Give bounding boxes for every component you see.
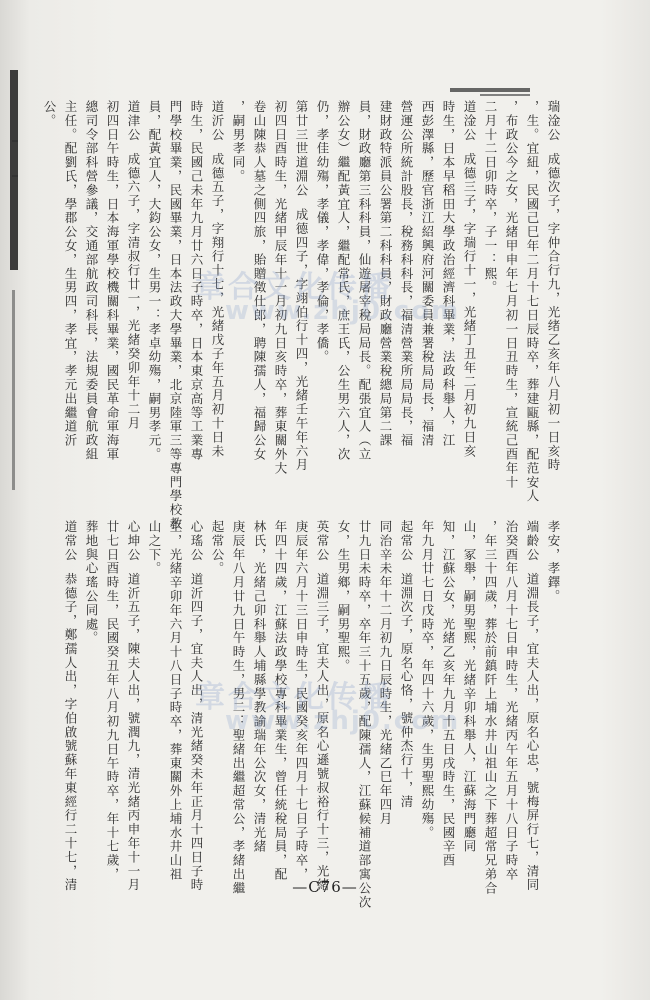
text-column: 辦公女）繼配黃宜人，繼配常氏，庶王氏，公生男六人，次 bbox=[336, 100, 351, 462]
text-column: 二月十二日卯時卒，子一：熙。 bbox=[483, 100, 498, 295]
text-column: ，布政公今之女，光緒甲申年七月初一日丑時生，宣統己酉年十 bbox=[504, 100, 519, 490]
watermark-url: www.zhj0.com bbox=[225, 706, 461, 736]
text-column: 初四日午時生，日本海軍學校機關科畢業，國民革命軍海軍 bbox=[105, 100, 120, 462]
text-column: ，年三十四歲，葬於前鎮阡上埔水井山祖山之下葬超常兄弟合 bbox=[483, 520, 498, 896]
text-column: 仍，孝佳幼殤，孝儀，孝偉，孝倫，孝僑。 bbox=[315, 100, 330, 365]
text-column: 庚辰年六月十三日申時生，民國癸亥年四月十七日子時卒， bbox=[294, 520, 309, 882]
text-column: 生，光緒辛卯年六月十八日子時卒，葬東關外上埔水井山祖 bbox=[168, 520, 183, 882]
text-column: 西彭澤縣，歷官浙江紹興府河關委員兼署稅局局長，福清 bbox=[420, 100, 435, 448]
text-column: 初四日酉時生，光緒甲辰年十一月初九日亥時卒，葬東關外大 bbox=[273, 100, 288, 476]
text-column: 公。 bbox=[42, 100, 57, 128]
text-column: 道沂公 成德五子，字翔行十七，光緒戊子年五月初十日未 bbox=[210, 100, 225, 459]
text-column: 女，生男鄉，嗣男聖熙。 bbox=[336, 520, 351, 673]
text-column: 端齡公 道淵長子，宜夫人出，原名心忠，號梅屏行七，清同 bbox=[525, 520, 540, 893]
text-column: 道津公 成德六子，字清叔行廿一，光緒癸卯年十二月 bbox=[126, 100, 141, 431]
text-column: 道淦公 成德三子，字瑞行十一，光緒丁丑年二月初九日亥 bbox=[462, 100, 477, 459]
text-column: 廿九日未時卒，卒年三十五歲，配陳孺人，江蘇候補道部寓公次 bbox=[357, 520, 372, 910]
binding-tick bbox=[12, 140, 18, 142]
text-column: 英常公 道淵三子，宜夫人出，原名心遜號叔裕行十三，光緒 bbox=[315, 520, 330, 893]
text-column: 建財政特派員公署第二科科員，財政廳營業稅總局第二課 bbox=[378, 100, 393, 448]
watermark-text: 章合文化传播 bbox=[195, 680, 393, 715]
text-column: ，嗣男孝同。 bbox=[231, 100, 246, 184]
text-column: 年四十四歲，江蘇法政學校專科畢業生，曾任統稅局員，配 bbox=[273, 520, 288, 882]
text-column: 林氏，光緒己卯科舉人埔縣學教諭瑞年公次女，清光緒 bbox=[252, 520, 267, 854]
binding-tick bbox=[12, 175, 18, 177]
text-column: 時生，民國己未年九月廿六日子時卒，日本東京高等工業專 bbox=[189, 100, 204, 462]
text-column: ，生。宜紐，民國己巳年二月十七日辰時卒，葬建甌縣，配范安人 bbox=[525, 100, 540, 504]
page-number: —C76— bbox=[292, 878, 358, 896]
text-column: 葬地與心瑤公同處。 bbox=[84, 520, 99, 646]
text-column: 道常公 恭德子，鄭孺人出，字伯啟號蘇年東經行二十七，清 bbox=[63, 520, 78, 893]
text-column: 山之下。 bbox=[147, 520, 162, 576]
text-column: 心坤公 道沂五子，陳夫人出，號潤九，清光緒丙申年十一月 bbox=[126, 520, 141, 893]
text-column: 起常公。 bbox=[210, 520, 225, 576]
text-column: 營運公所統計股長，稅務科科長，福清營業所局局長，福 bbox=[399, 100, 414, 448]
text-column: 知，江蘇公女，光緒乙亥年九月十五日戌時生，民國辛酉 bbox=[441, 520, 456, 868]
watermark-url: www.zhj0.com bbox=[225, 296, 461, 326]
text-column: 心瑤公 道沂四子，宜夫人出，清光緒癸未年正月十四日子時 bbox=[189, 520, 204, 893]
text-column: 員，財政廳第三科科員，仙遊屠宰稅局局長。配張宜人（立 bbox=[357, 100, 372, 462]
text-column: 同治辛未年十二月初九日辰時生，光緒乙巳年四月 bbox=[378, 520, 393, 826]
text-column: 孝安，孝鐸。 bbox=[546, 520, 561, 604]
text-column: 員，配黃宜人，大鈞公女，生男一：孝卓幼殤，嗣男孝元。 bbox=[147, 100, 162, 462]
text-column: 時生，日本早稻田大學政治經濟科畢業，法政科舉人，江 bbox=[441, 100, 456, 448]
binding-shadow bbox=[10, 70, 18, 270]
text-column: 廿七日酉時生，民國癸丑年八月初九日午時卒，年十七歲， bbox=[105, 520, 120, 882]
text-column: 第廿三世道淵公 成德四子，字翊伯行十四，光緒壬午年六月 bbox=[294, 100, 309, 473]
binding-shadow-lower bbox=[12, 290, 15, 490]
text-column: 主任。配劉氏，學郡公女，生男四，孝宜，孝元出繼道沂 bbox=[63, 100, 78, 448]
text-column: 庚辰年八月廿九日午時生，男二：聖緒出繼超常公，孝緒出繼 bbox=[231, 520, 246, 896]
text-column: 總司令部科營參議，交通部航政司科長，法規委員會航政組 bbox=[84, 100, 99, 462]
scan-mark bbox=[450, 88, 530, 92]
text-column: 卷山陳恭人墓之側四旅，貽贈徵仕郎，聘陳孺人，福歸公女 bbox=[252, 100, 267, 462]
text-column: 瑞淦公 成德次子，字仲合行九，光绪乙亥年八月初一日亥時 bbox=[546, 100, 561, 473]
text-column: 治癸酉年八月十七日申時生，光緒丙午年五月十八日子時卒 bbox=[504, 520, 519, 882]
text-column: 門學校畢業，民國畢業，日本法政大學畢業，北京陸軍三等專門學校教 bbox=[168, 100, 183, 531]
text-column: 起常公 道淵次子，原名心恪，號仲杰行十，清 bbox=[399, 520, 414, 809]
watermark-text: 章合文化传播 bbox=[195, 270, 393, 305]
text-column: 山，冢舉，嗣男聖熙，光緒辛卯科舉人，江蘇海門廳同 bbox=[462, 520, 477, 854]
text-column: 年九月廿七日戊時卒，年四十六歲，生男聖熙幼殤。 bbox=[420, 520, 435, 840]
